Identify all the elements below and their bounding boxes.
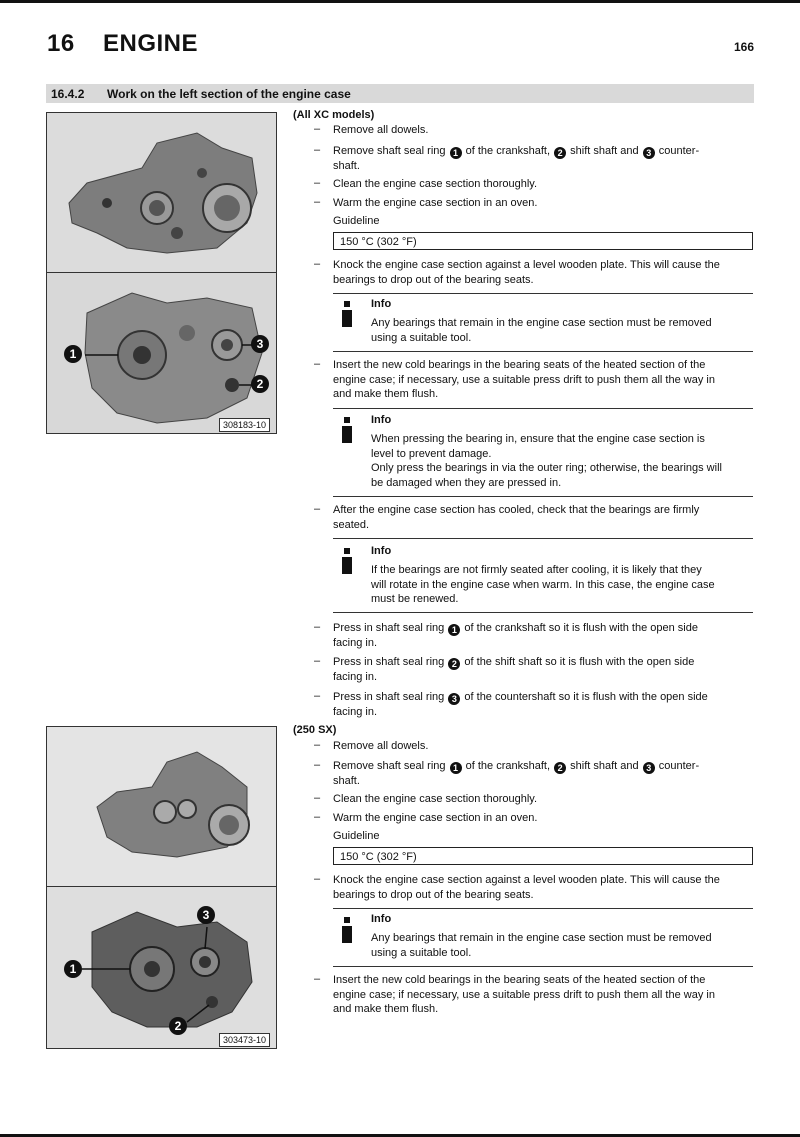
dash: – (314, 655, 321, 667)
dash: – (314, 811, 321, 823)
info-text: If the bearings are not firmly seated after cooling, it is likely that they will rotate in the engine case when warm. In this case, the engine case must be renewed. (371, 564, 715, 605)
info-icon (341, 917, 353, 943)
info-heading: Info (371, 545, 392, 557)
info-text: Any bearings that remain in the engine case section must be removed using a suitable tool. (371, 932, 712, 959)
step-remove-dowels: Remove all dowels. (333, 740, 429, 752)
info-rule (333, 908, 753, 909)
info-heading: Info (371, 913, 392, 925)
info-icon (341, 548, 353, 574)
info-text: Any bearings that remain in the engine case section must be removed using a suitable tool. (371, 317, 712, 344)
step-check-bearings: After the engine case section has cooled, check that the bearings are firmly seated. (333, 504, 700, 531)
info-icon (341, 417, 353, 443)
dash: – (314, 973, 321, 985)
info-heading: Info (371, 298, 392, 310)
callout-1: 1 (450, 147, 462, 159)
step-press-seal-crankshaft: Press in shaft seal ring 1 of the crankshaft so it is flush with the open side facing in. (333, 622, 698, 649)
section-title: Work on the left section of the engine case (107, 87, 351, 101)
callout-2: 2 (554, 762, 566, 774)
callout-1: 1 (450, 762, 462, 774)
dash: – (314, 123, 321, 135)
top-rule (0, 0, 800, 3)
step-press-seal-shift-shaft: Press in shaft seal ring 2 of the shift shaft so it is flush with the open side facing in. (333, 656, 695, 683)
model-heading-sx: (250 SX) (293, 724, 337, 736)
dash: – (314, 739, 321, 751)
dash: – (314, 792, 321, 804)
info-rule (333, 612, 753, 613)
engine-case-photo-xc-top (46, 112, 277, 274)
chapter-number: 16 (47, 30, 75, 57)
guideline-value: 150 °C (302 °F) (333, 847, 753, 865)
callout-3: 3 (643, 147, 655, 159)
step-insert-bearings: Insert the new cold bearings in the bearing seats of the heated section of the engine case; if necessary, use a suitable press drift to push them all the way in and make them flush. (333, 359, 715, 400)
step-insert-bearings: Insert the new cold bearings in the bearing seats of the heated section of the engine case; if necessary, use a suitable press drift to push them all the way in and make them flush. (333, 974, 715, 1015)
photo-callout-3: 3 (197, 906, 215, 924)
step-warm-case: Warm the engine case section in an oven. (333, 812, 538, 824)
section-number: 16.4.2 (51, 87, 85, 101)
info-rule (333, 538, 753, 539)
step-remove-dowels: Remove all dowels. (333, 124, 429, 136)
guideline-value: 150 °C (302 °F) (333, 232, 753, 250)
page-number: 166 (734, 40, 755, 54)
dash: – (314, 690, 321, 702)
step-remove-shaft-seal-rings: Remove shaft seal ring 1 of the crankshaft, 2 shift shaft and 3 counter- shaft. (333, 145, 700, 172)
dash: – (314, 144, 321, 156)
photo-callout-3: 3 (251, 335, 269, 353)
step-clean-case: Clean the engine case section thoroughly. (333, 793, 538, 805)
callout-1: 1 (448, 624, 460, 636)
guideline-label: Guideline (333, 830, 380, 842)
dash: – (314, 873, 321, 885)
info-icon (341, 301, 353, 327)
step-remove-shaft-seal-rings: Remove shaft seal ring 1 of the crankshaft, 2 shift shaft and 3 counter- shaft. (333, 760, 700, 787)
dash: – (314, 258, 321, 270)
photo-callout-2: 2 (251, 375, 269, 393)
info-rule (333, 408, 753, 409)
dash: – (314, 177, 321, 189)
dash: – (314, 759, 321, 771)
step-press-seal-countershaft: Press in shaft seal ring 3 of the countershaft so it is flush with the open side facing in. (333, 691, 708, 718)
dash: – (314, 196, 321, 208)
model-heading-xc: (All XC models) (293, 109, 375, 121)
photo-id: 308183-10 (219, 418, 270, 432)
info-rule (333, 966, 753, 967)
dash: – (314, 358, 321, 370)
info-heading: Info (371, 414, 392, 426)
guideline-label: Guideline (333, 215, 380, 227)
photo-callout-2: 2 (169, 1017, 187, 1035)
photo-callout-1: 1 (64, 960, 82, 978)
info-rule (333, 351, 753, 352)
step-warm-case: Warm the engine case section in an oven. (333, 197, 538, 209)
chapter-title: ENGINE (103, 30, 199, 57)
info-rule (333, 293, 753, 294)
dash: – (314, 503, 321, 515)
step-knock-case: Knock the engine case section against a level wooden plate. This will cause the bearings to drop out of the bearing seats. (333, 874, 720, 901)
dash: – (314, 621, 321, 633)
step-clean-case: Clean the engine case section thoroughly. (333, 178, 538, 190)
callout-2: 2 (448, 658, 460, 670)
info-text: When pressing the bearing in, ensure that the engine case section is level to prevent damage. Only press the bearings in via the outer ring; otherwise, the bearings will be damaged when they are pressed in. (371, 433, 722, 489)
callout-3: 3 (643, 762, 655, 774)
engine-case-photo-sx-top (46, 726, 277, 888)
info-rule (333, 496, 753, 497)
callout-3: 3 (448, 693, 460, 705)
photo-callout-1: 1 (64, 345, 82, 363)
callout-2: 2 (554, 147, 566, 159)
photo-id: 303473-10 (219, 1033, 270, 1047)
step-knock-case: Knock the engine case section against a level wooden plate. This will cause the bearings to drop out of the bearing seats. (333, 259, 720, 286)
